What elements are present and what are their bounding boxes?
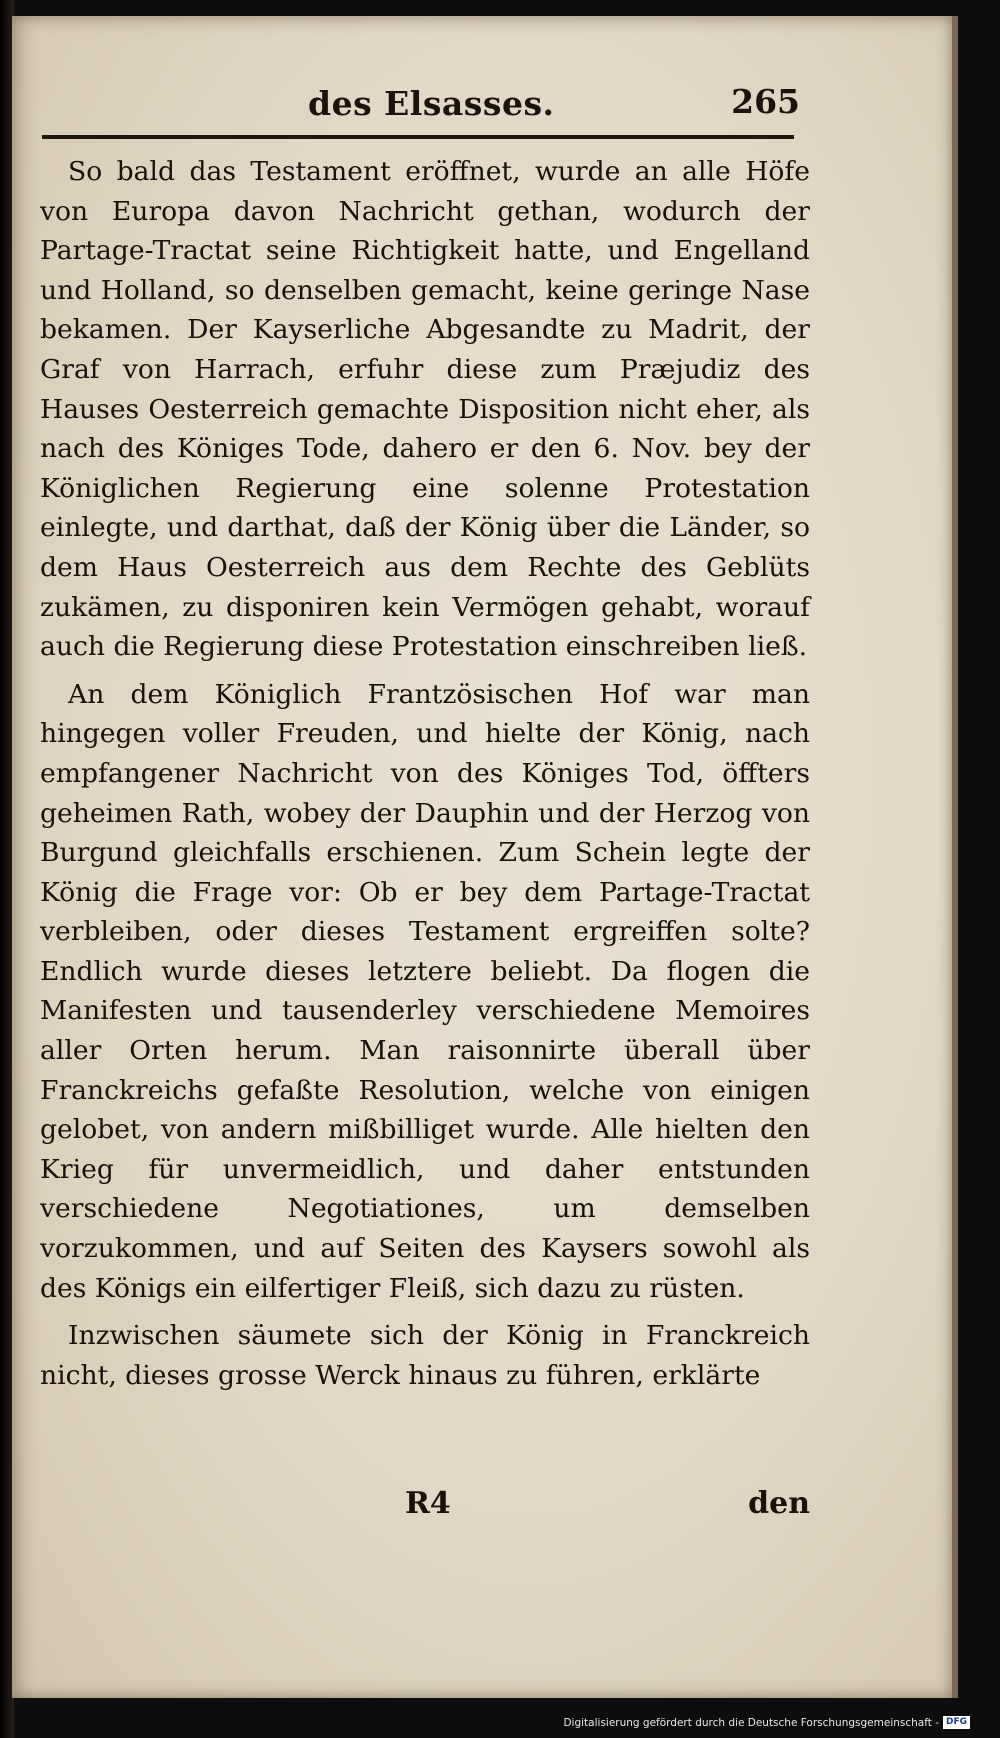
- signature-mark: R4: [405, 1486, 451, 1521]
- page-number: 265: [731, 82, 800, 121]
- header-rule: [42, 135, 794, 139]
- paragraph: Inzwischen säumete sich der König in Franckreich nicht, dieses grosse Werck hinaus zu führen, erklärte: [40, 1320, 810, 1391]
- paragraph: So bald das Testament eröffnet, wurde an alle Höfe von Europa davon Nachricht gethan, wodurch der Partage-Tractat seine Richtigkeit hatte, und Engelland und Holland, so denselben gemacht, keine geringe Nase bekamen. Der Kayserliche Abgesandte zu Madrit, der Graf von Harrach, erfuhr diese zum Præjudiz des Hauses Oesterreich gemachte Disposition nicht eher, als nach des Königes Tode, dahero er den 6. Nov. bey der Königlichen Regierung eine solenne Protestation einlegte, und darthat, daß der König über die Länder, so dem Haus Oesterreich aus dem Rechte des Geblüts zukämen, zu disponiren kein Vermögen gehabt, worauf auch die Regierung diese Protestation einschreiben ließ.: [40, 156, 810, 663]
- running-head-title: des Elsasses.: [308, 84, 555, 123]
- dfg-logo-icon: DFG: [943, 1716, 970, 1729]
- catchword: den: [748, 1486, 810, 1521]
- running-head: [40, 68, 800, 130]
- credit-text: Digitalisierung gefördert durch die Deutsche Forschungsgemeinschaft -: [563, 1716, 939, 1729]
- digitization-credit: [563, 1716, 970, 1729]
- page-footer: [40, 1486, 810, 1530]
- body-text: [40, 152, 810, 1403]
- paragraph: An dem Königlich Frantzösischen Hof war man hingegen voller Freuden, und hielte der König, nach empfangener Nachricht von des Königes Tod, öffters geheimen Rath, wobey der Dauphin und der Herzog von Burgund gleichfalls erschienen. Zum Schein legte der König die Frage vor: Ob er bey dem Partage-Tractat verbleiben, oder dieses Testament ergreiffen solte? Endlich wurde dieses letztere beliebt. Da flogen die Manifesten und tausenderley verschiedene Memoires aller Orten herum. Man raisonnirte überall über Franckreichs gefaßte Resolution, welche von einigen gelobet, von andern mißbilliget wurde. Alle hielten den Krieg für unvermeidlich, und daher entstunden verschiedene Negotiationes, um demselben vorzukommen, und auf Seiten des Kaysers sowohl als des Königs ein eilfertiger Fleiß, sich dazu zu rüsten.: [40, 678, 810, 1304]
- page-edge: [952, 16, 958, 1698]
